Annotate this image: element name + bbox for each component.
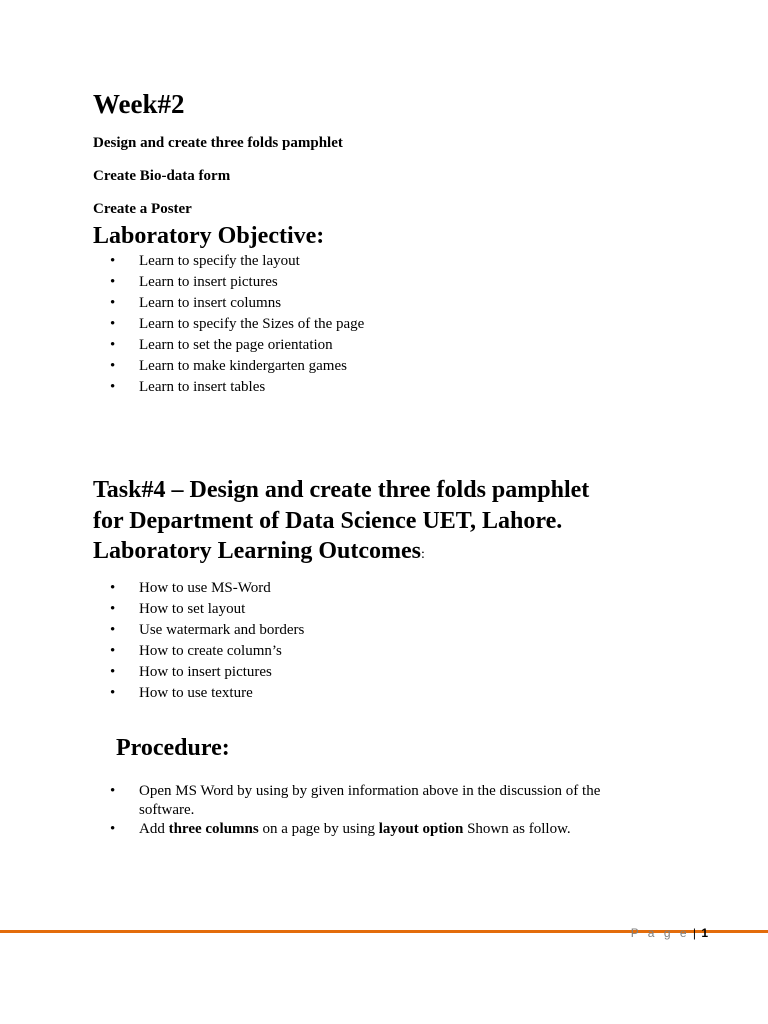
bullet-icon: • bbox=[110, 643, 116, 659]
list-item: • Learn to insert pictures bbox=[93, 272, 364, 293]
learning-outcomes-heading: Laboratory Learning Outcomes: bbox=[93, 538, 425, 564]
procedure-heading: Procedure: bbox=[116, 735, 230, 761]
task-item-poster: Create a Poster bbox=[93, 201, 192, 217]
bullet-icon: • bbox=[110, 783, 116, 799]
task-item-biodata: Create Bio-data form bbox=[93, 168, 231, 184]
list-item: • Learn to insert columns bbox=[93, 293, 364, 314]
task4-heading bbox=[93, 475, 733, 571]
bullet-icon: • bbox=[110, 821, 116, 837]
page-label: P a g e bbox=[630, 926, 690, 940]
page-footer bbox=[631, 926, 708, 940]
bullet-icon: • bbox=[110, 295, 116, 311]
procedure-step: • Add three columns on a page by using layout option Shown as follow. bbox=[110, 821, 571, 837]
procedure-step: • Open MS Word by using by given information above in the discussion of the software. bbox=[110, 783, 601, 818]
bullet-icon: • bbox=[110, 316, 116, 332]
bullet-icon: • bbox=[110, 253, 116, 269]
list-item: • Learn to make kindergarten games bbox=[93, 356, 364, 377]
bullet-icon: • bbox=[110, 601, 116, 617]
procedure-list bbox=[93, 782, 653, 839]
list-item: • Use watermark and borders bbox=[93, 620, 304, 641]
list-item: • How to use texture bbox=[93, 683, 304, 704]
task-item-pamphlet: Design and create three folds pamphlet bbox=[93, 135, 343, 151]
bullet-icon: • bbox=[110, 664, 116, 680]
bullet-icon: • bbox=[110, 685, 116, 701]
list-item: • How to insert pictures bbox=[93, 662, 304, 683]
list-item: • Learn to specify the layout bbox=[93, 251, 364, 272]
list-item: • Learn to insert tables bbox=[93, 377, 364, 398]
objective-heading: Laboratory Objective: bbox=[93, 223, 325, 249]
page-number: 1 bbox=[701, 926, 708, 940]
list-item: • How to set layout bbox=[93, 599, 304, 620]
list-item: • Learn to specify the Sizes of the page bbox=[93, 314, 364, 335]
objective-list bbox=[93, 251, 364, 398]
task4-line1: Task#4 – Design and create three folds pamphlet bbox=[93, 477, 590, 503]
bullet-icon: • bbox=[110, 622, 116, 638]
bullet-icon: • bbox=[110, 379, 116, 395]
bullet-icon: • bbox=[110, 274, 116, 290]
list-item: • Learn to set the page orientation bbox=[93, 335, 364, 356]
bullet-icon: • bbox=[110, 580, 116, 596]
page-title: Week#2 bbox=[93, 89, 185, 119]
list-item: • How to use MS-Word bbox=[93, 578, 304, 599]
task4-line2: for Department of Data Science UET, Lahore. bbox=[93, 507, 563, 534]
bullet-icon: • bbox=[110, 337, 116, 353]
outcomes-list bbox=[93, 578, 304, 704]
footer-separator: | bbox=[692, 926, 696, 940]
list-item: • How to create column’s bbox=[93, 641, 304, 662]
bullet-icon: • bbox=[110, 358, 116, 374]
